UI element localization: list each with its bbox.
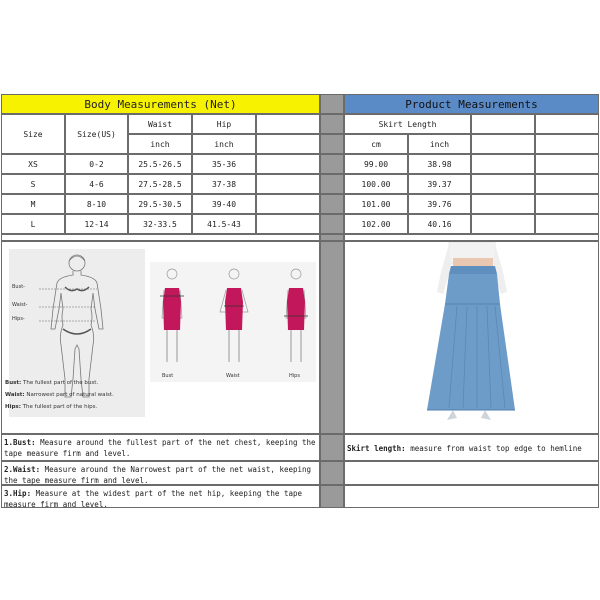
cell-empty <box>471 174 535 194</box>
cell-hip: 39-40 <box>192 194 256 214</box>
cell-skirt-cm: 100.00 <box>344 174 408 194</box>
note-empty <box>344 461 599 485</box>
cell-skirt-cm: 99.00 <box>344 154 408 174</box>
separator-cell <box>320 234 344 241</box>
dress-label-hips: Hips <box>289 373 300 379</box>
cell-empty <box>471 194 535 214</box>
note-waist: 2.Waist: Measure around the Narrowest part of the net waist, keeping the tape measure firm and level. <box>1 461 320 485</box>
figure-label-hips: Hips- <box>12 316 25 322</box>
separator-cell <box>320 134 344 154</box>
separator-cell <box>320 154 344 174</box>
cell-empty <box>256 214 320 234</box>
cell-waist: 32-33.5 <box>128 214 192 234</box>
separator-cell <box>320 214 344 234</box>
dress-label-bust: Bust <box>162 373 174 379</box>
measurement-guide-panel <box>1 241 320 434</box>
cell-waist: 27.5-28.5 <box>128 174 192 194</box>
dress-measure-illustration <box>150 262 316 382</box>
cell-empty <box>256 174 320 194</box>
header-hip: Hip <box>192 114 256 134</box>
cell-hip: 41.5-43 <box>192 214 256 234</box>
header-size: Size <box>1 114 65 154</box>
cell-skirt-inch: 39.37 <box>408 174 471 194</box>
figure-label-bust: Bust- <box>12 284 25 290</box>
cell-size: S <box>1 174 65 194</box>
legend-bust: Bust: The fullest part of the bust. <box>5 380 99 386</box>
separator-cell <box>320 461 344 485</box>
cell-skirt-cm: 102.00 <box>344 214 408 234</box>
dress-label-waist: Waist <box>226 373 240 379</box>
cell-hip: 37-38 <box>192 174 256 194</box>
cell-size: L <box>1 214 65 234</box>
skirt-photo <box>345 242 598 433</box>
spacer-row <box>344 234 599 241</box>
legend-hips: Hips: The fullest part of the hips. <box>5 404 98 410</box>
cell-skirt-cm: 101.00 <box>344 194 408 214</box>
cell-size-us: 12-14 <box>65 214 128 234</box>
cell-waist: 29.5-30.5 <box>128 194 192 214</box>
header-waist: Waist <box>128 114 192 134</box>
cell-empty <box>535 154 599 174</box>
cell-skirt-inch: 40.16 <box>408 214 471 234</box>
header-inch: inch <box>408 134 471 154</box>
note-bust: 1.Bust: Measure around the fullest part of the net chest, keeping the tape measure firm and level. <box>1 434 320 461</box>
cell-size-us: 4-6 <box>65 174 128 194</box>
note-empty <box>344 485 599 508</box>
cell-size: M <box>1 194 65 214</box>
header-empty <box>256 134 320 154</box>
note-skirt-length: Skirt length: measure from waist top edge to hemline <box>344 434 599 461</box>
cell-empty <box>535 194 599 214</box>
cell-size-us: 8-10 <box>65 194 128 214</box>
figure-label-waist: Waist- <box>12 302 28 308</box>
cell-skirt-inch: 38.98 <box>408 154 471 174</box>
header-waist-unit: inch <box>128 134 192 154</box>
cell-hip: 35-36 <box>192 154 256 174</box>
cell-waist: 25.5-26.5 <box>128 154 192 174</box>
header-empty <box>535 114 599 134</box>
header-empty <box>256 114 320 134</box>
cell-size: XS <box>1 154 65 174</box>
cell-empty <box>471 214 535 234</box>
separator-cell <box>320 194 344 214</box>
spacer-row <box>1 234 320 241</box>
header-empty <box>535 134 599 154</box>
separator-cell <box>320 434 344 461</box>
cell-empty <box>256 194 320 214</box>
cell-empty <box>471 154 535 174</box>
header-hip-unit: inch <box>192 134 256 154</box>
header-empty <box>471 134 535 154</box>
cell-empty <box>535 214 599 234</box>
cell-empty <box>256 154 320 174</box>
cell-empty <box>535 174 599 194</box>
header-empty <box>471 114 535 134</box>
separator-cell <box>320 485 344 508</box>
legend-waist: Waist: Narrowest part of natural waist. <box>5 392 114 398</box>
header-cm: cm <box>344 134 408 154</box>
header-skirt-length: Skirt Length <box>344 114 471 134</box>
separator-cell <box>320 241 344 434</box>
header-size-us: Size(US) <box>65 114 128 154</box>
dress-figures-card <box>150 262 316 382</box>
separator-column <box>320 94 344 114</box>
separator-cell <box>320 114 344 134</box>
product-photo-panel <box>344 241 599 434</box>
cell-skirt-inch: 39.76 <box>408 194 471 214</box>
body-measurements-title: Body Measurements (Net) <box>1 94 320 114</box>
separator-cell <box>320 174 344 194</box>
note-hip: 3.Hip: Measure at the widest part of the net hip, keeping the tape measure firm and level. <box>1 485 320 508</box>
cell-size-us: 0-2 <box>65 154 128 174</box>
product-measurements-title: Product Measurements <box>344 94 599 114</box>
